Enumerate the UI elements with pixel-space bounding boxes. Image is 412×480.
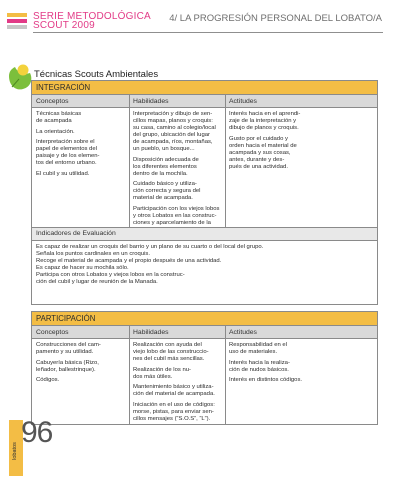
list-item: Interpretación y dibujo de sen- cillos mapas, planos y croquis: su casa, camino al colegio/local del grupo, ubicación del lugar de acampada, ríos, montañas, un pueblo, un bosque... bbox=[133, 111, 216, 152]
list-item: Responsabilidad en el uso de materiales. bbox=[229, 342, 287, 355]
participacion-band: PARTICIPACIÓN bbox=[32, 312, 377, 325]
header-habilidades: Habilidades bbox=[133, 329, 169, 336]
list-item: Cabuyería básica (Rizo, leñador, ballestrinque). bbox=[36, 359, 99, 373]
indicadores-list bbox=[36, 244, 263, 287]
series-logo-icon bbox=[5, 10, 29, 32]
page-number: 96 bbox=[21, 416, 53, 449]
row-divider bbox=[32, 325, 377, 326]
indicadores-header: Indicadores de Evaluación bbox=[32, 228, 377, 240]
row-divider bbox=[32, 107, 377, 108]
list-item: Participación con los viejos lobos y otros Lobatos en las construc- ciones y aparcelamiento de la bbox=[133, 205, 220, 226]
list-item: Es capaz de realizar un croquis del barrio y un plano de su cuarto o del local del grupo. bbox=[36, 244, 264, 250]
integracion-band: INTEGRACIÓN bbox=[32, 81, 377, 94]
series-year: SCOUT 2009 bbox=[33, 20, 95, 31]
header-actitudes: Actitudes bbox=[229, 98, 257, 105]
list-item: Participa con otros Lobatos y viejos lobos en la construc- bbox=[36, 272, 185, 279]
list-item: Recoge el material de acampada y el propio después de una actividad. bbox=[36, 258, 222, 265]
list-item: Iniciación en el uso de códigos: morse, pistas, para enviar sen- cillos mensajes (“S.O.S”, “L”). bbox=[133, 401, 215, 422]
list-item: Es capaz de hacer su mochila sólo. bbox=[36, 265, 129, 272]
chapter-title: 4/ LA PROGRESIÓN PERSONAL DEL LOBATO/A bbox=[169, 13, 382, 24]
list-item: Interpretación sobre el papel de elementos del paisaje y de los elemen- tos del entorno urbano. bbox=[36, 139, 100, 166]
list-item: Realización de los nu- dos más útiles. bbox=[133, 366, 191, 380]
column-divider bbox=[129, 94, 130, 227]
list-item: Disposición adecuada de los diferentes elementos dentro de la mochila. bbox=[133, 156, 199, 177]
participacion-table bbox=[31, 311, 378, 425]
section-title: Técnicas Scouts Ambientales bbox=[34, 69, 159, 80]
row-divider bbox=[32, 338, 377, 339]
list-item: Construcciones del cam- pamento y su utilidad. bbox=[36, 342, 101, 355]
header-conceptos: Conceptos bbox=[36, 329, 69, 336]
column-divider bbox=[225, 94, 226, 227]
header-habilidades: Habilidades bbox=[133, 98, 169, 105]
header-divider bbox=[33, 32, 383, 33]
participacion-actitudes bbox=[229, 342, 374, 388]
list-item: Gusto por el cuidado y orden hacia el material de acampada y sus cosas, antes, durante y des- pués de una actividad. bbox=[229, 135, 297, 170]
list-item: Señala los puntos cardinales en un croquis. bbox=[36, 251, 150, 258]
list-item: Mantenimiento básico y utiliza- ción del material de acampada. bbox=[133, 384, 215, 397]
list-item: Interés en distintos códigos. bbox=[229, 377, 303, 383]
list-item: ción del cubil y lugar de reunión de la Manada. bbox=[36, 279, 158, 286]
integracion-habilidades bbox=[133, 111, 223, 237]
list-item: Cuidado básico y utiliza- ción correcta y segura del material de acampada. bbox=[133, 181, 201, 201]
series-title: SERIE METODOLÓGICA bbox=[33, 11, 151, 22]
list-item: Interés hacia en el aprendi- zaje de la interpretación y dibujo de planos y croquis. bbox=[229, 111, 301, 131]
row-divider bbox=[32, 94, 377, 95]
participacion-conceptos bbox=[36, 342, 126, 388]
footer-section-label: lobatos bbox=[12, 442, 18, 460]
list-item: Códigos. bbox=[36, 377, 60, 383]
column-divider bbox=[225, 325, 226, 424]
integracion-table bbox=[31, 80, 378, 305]
leaf-bullet-icon bbox=[6, 62, 34, 92]
list-item: Interés hacia la realiza- ción de nudos básicos. bbox=[229, 359, 290, 373]
column-divider bbox=[129, 325, 130, 424]
integracion-conceptos bbox=[36, 111, 126, 181]
list-item: Técnicas básicas de acampada bbox=[36, 111, 82, 124]
integracion-actitudes bbox=[229, 111, 374, 174]
integracion-header-row bbox=[32, 95, 377, 107]
participacion-habilidades bbox=[133, 342, 223, 426]
list-item: Realización con ayuda del viejo lobo de las construccio- nes del cubil más sencillas. bbox=[133, 342, 209, 362]
list-item: El cubil y su utilidad. bbox=[36, 170, 90, 177]
participacion-header-row bbox=[32, 326, 377, 338]
header-actitudes: Actitudes bbox=[229, 329, 257, 336]
list-item: La orientación. bbox=[36, 128, 75, 135]
row-divider bbox=[32, 240, 377, 241]
header-conceptos: Conceptos bbox=[36, 98, 69, 105]
